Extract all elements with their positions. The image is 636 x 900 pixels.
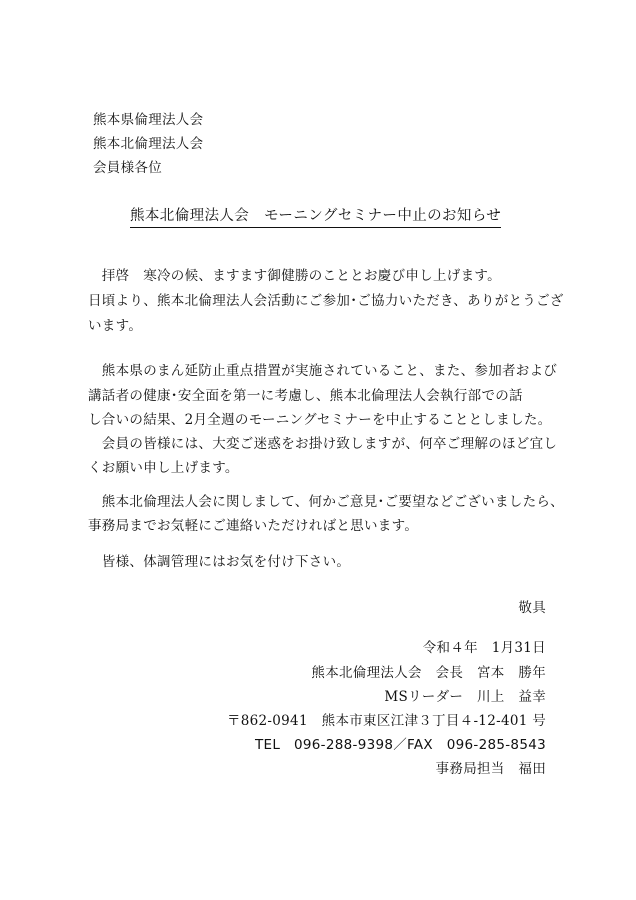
recipient-kumamoto-pref: 熊本県倫理法人会 (93, 112, 204, 128)
body-line: 日頃より、熊本北倫理法人会活動にご参加･ご協力いただき、ありがとうござ (88, 293, 564, 309)
body-line: 熊本北倫理法人会に関しまして、何かご意見･ご要望などございましたら、 (88, 494, 564, 510)
signature-tel-fax: TEL 096-288-9398／FAX 096-285-8543 (255, 737, 546, 753)
body-line: し合いの結果、2月全週のモーニングセミナーを中止することとしました。 (88, 412, 552, 428)
body-line: くお願い申し上げます。 (88, 460, 239, 476)
body-line: 熊本県のまん延防止重点措置が実施されていること、また、参加者および (88, 363, 558, 379)
signature-contact: 事務局担当 福田 (435, 761, 546, 777)
notice-title: 熊本北倫理法人会 モーニングセミナー中止のお知らせ (130, 207, 501, 228)
signature-date: 令和４年 1月31日 (422, 640, 546, 656)
recipient-kumamoto-kita: 熊本北倫理法人会 (93, 136, 204, 152)
recipient-members: 会員様各位 (93, 160, 162, 176)
greeting-line: 拝啓 寒冷の候、ますます御健勝のこととお慶び申し上げます。 (88, 268, 501, 284)
signature-org: 熊本北倫理法人会 会長 宮本 勝年 (311, 665, 546, 681)
body-line: 事務局までお気軽にご連絡いただければと思います。 (88, 518, 419, 534)
body-line: 皆様、体調管理にはお気を付け下さい。 (88, 554, 351, 570)
closing-keigu: 敬具 (518, 600, 546, 616)
body-line: います。 (88, 318, 143, 334)
signature-leader: MSリーダー 川上 益幸 (384, 689, 546, 705)
body-line: 講話者の健康･安全面を第一に考慮し、熊本北倫理法人会執行部での話 (88, 388, 523, 404)
body-line: 会員の皆様には、大変ご迷惑をお掛け致しますが、何卒ご理解のほど宜し (88, 436, 558, 452)
signature-address: 〒862-0941 熊本市東区江津３丁目４-12-401 号 (226, 713, 546, 729)
